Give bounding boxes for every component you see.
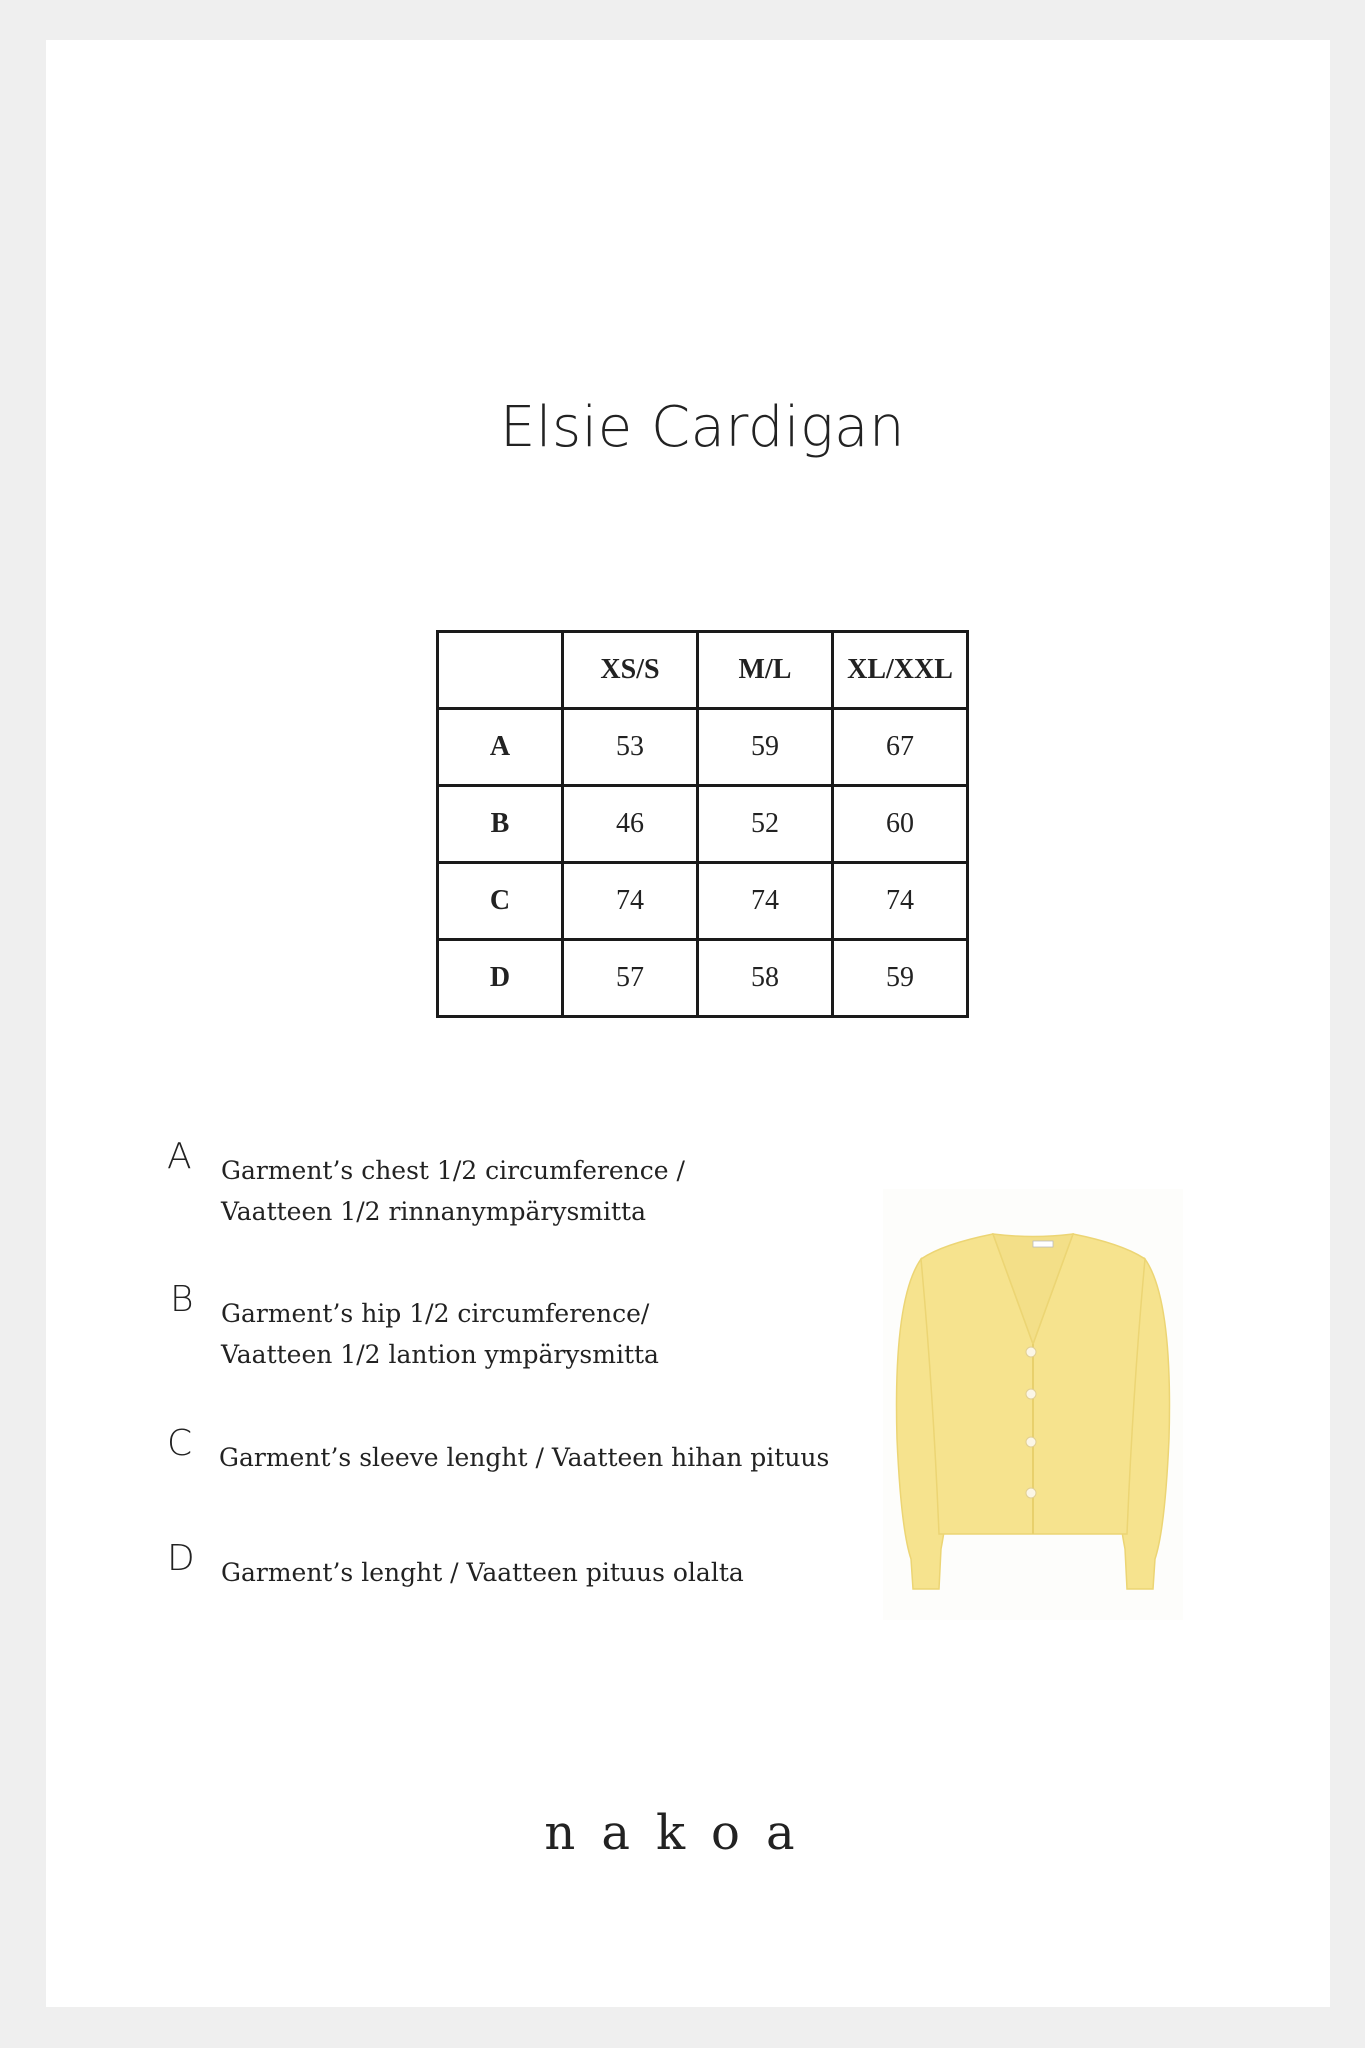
- table-row: [438, 940, 968, 1017]
- size-guide-card: [46, 40, 1330, 2007]
- brand-logo: nakoa: [544, 1805, 821, 1861]
- page-title: Elsie Cardigan: [500, 395, 905, 460]
- legend-letter: A: [167, 1136, 192, 1177]
- table-cell: 67: [833, 709, 968, 786]
- table-cell: 74: [698, 863, 833, 940]
- table-cell: 74: [833, 863, 968, 940]
- header-cell: XS/S: [563, 632, 698, 709]
- table-header-row: [438, 632, 968, 709]
- row-label: A: [438, 709, 563, 786]
- size-table: [436, 630, 969, 1018]
- table-cell: 53: [563, 709, 698, 786]
- row-label: C: [438, 863, 563, 940]
- legend-text: Vaatteen 1/2 lantion ympärysmitta: [221, 1340, 659, 1369]
- table-cell: 59: [833, 940, 968, 1017]
- table-cell: 58: [698, 940, 833, 1017]
- header-cell: M/L: [698, 632, 833, 709]
- legend-text: Garment’s sleeve lenght / Vaatteen hihan pituus: [219, 1443, 830, 1472]
- table-cell: 74: [563, 863, 698, 940]
- header-cell: XL/XXL: [833, 632, 968, 709]
- table-cell: 59: [698, 709, 833, 786]
- table-cell: 60: [833, 786, 968, 863]
- legend-letter: B: [170, 1279, 194, 1320]
- cardigan-illustration: [883, 1189, 1183, 1620]
- table-cell: 46: [563, 786, 698, 863]
- legend-text: Vaatteen 1/2 rinnanympärysmitta: [221, 1197, 646, 1226]
- legend-text: Garment’s hip 1/2 circumference/: [221, 1299, 650, 1328]
- legend-letter: C: [167, 1423, 193, 1464]
- table-row: [438, 709, 968, 786]
- table-cell: 52: [698, 786, 833, 863]
- legend-text: Garment’s lenght / Vaatteen pituus olalta: [221, 1558, 744, 1587]
- row-label: B: [438, 786, 563, 863]
- header-cell: [438, 632, 563, 709]
- product-image: [883, 1189, 1183, 1620]
- legend-letter: D: [167, 1538, 195, 1579]
- legend-text: Garment’s chest 1/2 circumference /: [221, 1156, 685, 1185]
- row-label: D: [438, 940, 563, 1017]
- table-row: [438, 863, 968, 940]
- table-cell: 57: [563, 940, 698, 1017]
- table-row: [438, 786, 968, 863]
